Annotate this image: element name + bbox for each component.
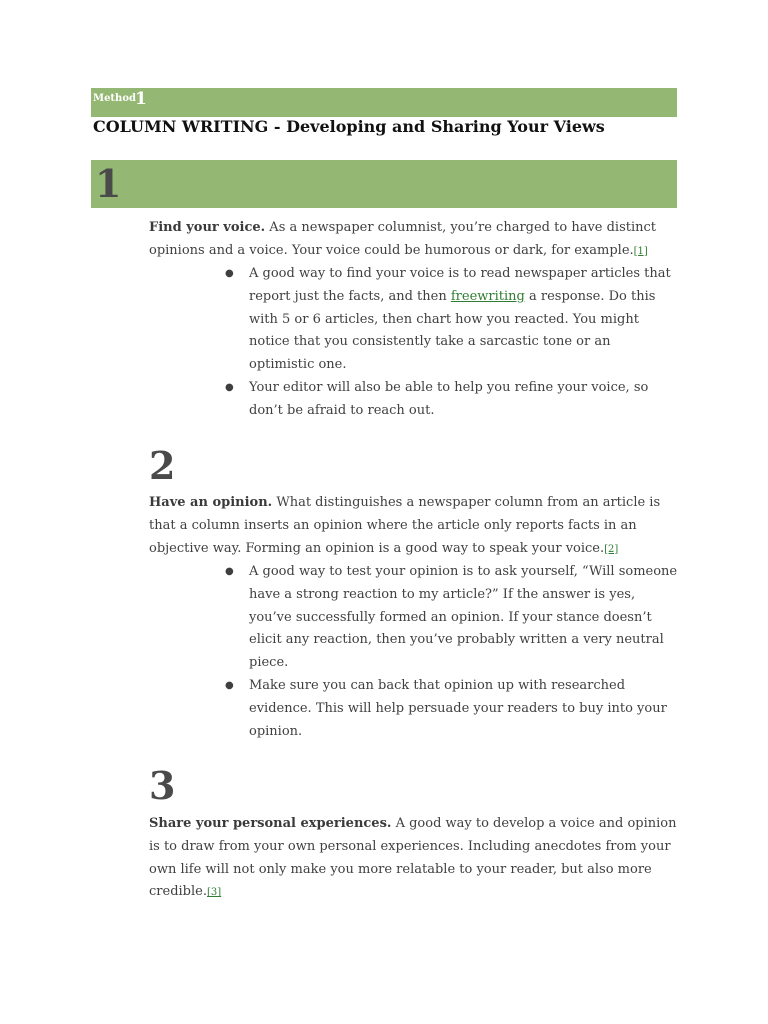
method-label: Method	[93, 93, 136, 104]
step-2-heading: Have an opinion.	[149, 495, 273, 510]
method-title: COLUMN WRITING - Developing and Sharing Your Views	[93, 117, 605, 136]
step-3-body: A good way to develop a voice and opinion is to draw from your own personal experiences. Including anecdotes from your own life will not only make you more relatable to your reader, but also more credible.	[149, 816, 677, 900]
step-2-bullet-list	[225, 561, 679, 743]
bullet-icon: ●	[225, 679, 234, 691]
bullet-icon: ●	[225, 268, 234, 279]
list-item	[225, 263, 679, 377]
bullet-text-after: a response. Do this with 5 or 6 articles, then chart how you reacted. You might notice that you consistently take a sarcastic tone or an optimistic one.	[249, 288, 656, 373]
freewriting-link[interactable]: freewriting	[450, 288, 525, 304]
step-1-bullet-list	[225, 263, 679, 423]
bullet-text: A good way to test your opinion is to ask yourself, “Will someone have a strong reaction to my article?” If the answer is yes, you’ve successfully formed an opinion. If your stance doesn’t elicit any reaction, then you’ve probably written a very neutral piece.	[249, 564, 678, 671]
step-1-text	[149, 217, 679, 264]
step-1-number: 1	[95, 161, 122, 206]
step-1-reference-link[interactable]: [1]	[633, 245, 648, 257]
step-2-reference-link[interactable]: [2]	[604, 543, 619, 555]
bullet-text: Make sure you can back that opinion up with researched evidence. This will help persuade your readers to buy into your opinion.	[249, 677, 667, 739]
bullet-text: Your editor will also be able to help you refine your voice, so don’t be afraid to reach out.	[249, 379, 649, 418]
step-1-heading: Find your voice.	[149, 220, 266, 235]
step-3-heading: Share your personal experiences.	[149, 816, 392, 831]
list-item	[225, 561, 679, 675]
bullet-icon: ●	[225, 381, 234, 393]
step-2-number: 2	[149, 443, 176, 488]
bullet-text-before: A good way to find your voice is to read newspaper articles that report just the facts, and then	[249, 266, 671, 304]
list-item	[225, 377, 679, 423]
step-3-number: 3	[149, 763, 176, 808]
step-1-bar	[91, 160, 677, 208]
method-number: 1	[135, 89, 147, 109]
step-2-text	[149, 492, 679, 561]
step-2-body: What distinguishes a newspaper column from an article is that a column inserts an opinion where the article only reports facts in an objective way. Forming an opinion is a good way to speak your voice.	[149, 495, 661, 556]
step-3-reference-link[interactable]: [3]	[206, 887, 222, 899]
step-1-body: As a newspaper columnist, you’re charged to have distinct opinions and a voice. Your voice could be humorous or dark, for example.	[149, 220, 657, 258]
method-header-bar	[91, 88, 677, 117]
list-item	[225, 675, 679, 743]
step-3-text	[149, 813, 679, 905]
bullet-icon: ●	[225, 566, 234, 577]
